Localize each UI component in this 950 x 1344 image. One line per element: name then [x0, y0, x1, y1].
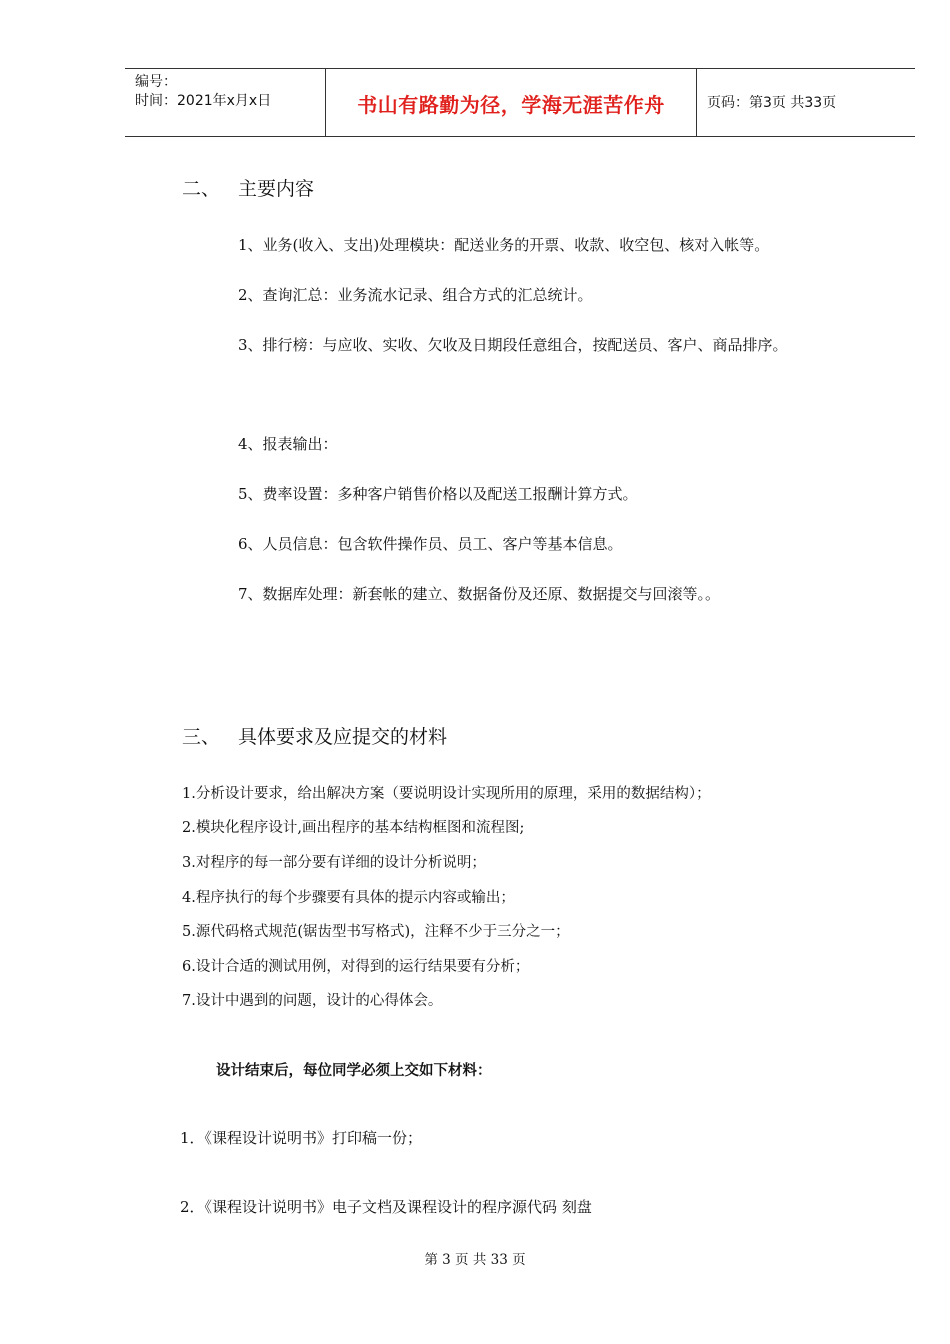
material-item: 1．《课程设计说明书》打印稿一份；	[180, 1129, 423, 1147]
content-item: 6、人员信息：包含软件操作员、员工、客户等基本信息。	[238, 535, 623, 553]
header-meta-cell	[125, 69, 326, 136]
section-title: 具体要求及应提交的材料	[238, 726, 448, 748]
content-item: 2、查询汇总：业务流水记录、组合方式的汇总统计。	[238, 286, 593, 304]
requirement-item: 7.设计中遇到的问题，设计的心得体会。	[182, 993, 443, 1009]
content-item: 1、业务(收入、支出)处理模块：配送业务的开票、收款、收空包、核对入帐等。	[238, 236, 770, 254]
section-number: 二、	[182, 178, 221, 200]
header-motto: 书山有路勤为径，学海无涯苦作舟	[357, 93, 665, 117]
submit-materials-heading: 设计结束后，每位同学必须上交如下材料：	[216, 1063, 492, 1079]
section-number: 三、	[182, 726, 221, 748]
header-page-cell	[697, 69, 915, 136]
requirement-item: 2.模块化程序设计,画出程序的基本结构框图和流程图;	[182, 820, 525, 836]
document-time-label: 时间：2021年x月x日	[135, 93, 272, 109]
content-item: 4、报表输出：	[238, 435, 338, 453]
page-header	[125, 68, 915, 137]
content-item: 7、数据库处理：新套帐的建立、数据备份及还原、数据提交与回滚等。。	[238, 585, 721, 603]
document-number-label: 编号：	[135, 74, 177, 90]
content-item: 3、排行榜：与应收、实收、欠收及日期段任意组合，按配送员、客户、商品排序。	[238, 336, 788, 354]
header-motto-cell	[326, 69, 697, 136]
page-footer: 第 3 页 共 33 页	[424, 1252, 526, 1268]
requirement-item: 1.分析设计要求，给出解决方案（要说明设计实现所用的原理，采用的数据结构）；	[182, 786, 711, 802]
section-title: 主要内容	[238, 178, 315, 200]
requirement-item: 6.设计合适的测试用例，对得到的运行结果要有分析；	[182, 959, 530, 975]
requirement-item: 4.程序执行的每个步骤要有具体的提示内容或输出；	[182, 890, 515, 906]
header-page-number: 页码：第3页 共33页	[707, 95, 837, 111]
requirement-item: 3.对程序的每一部分要有详细的设计分析说明；	[182, 855, 486, 871]
content-item: 5、费率设置：多种客户销售价格以及配送工报酬计算方式。	[238, 485, 638, 503]
material-item: 2．《课程设计说明书》电子文档及课程设计的程序源代码 刻盘	[180, 1198, 592, 1216]
requirement-item: 5.源代码格式规范(锯齿型书写格式)，注释不少于三分之一；	[182, 924, 570, 940]
